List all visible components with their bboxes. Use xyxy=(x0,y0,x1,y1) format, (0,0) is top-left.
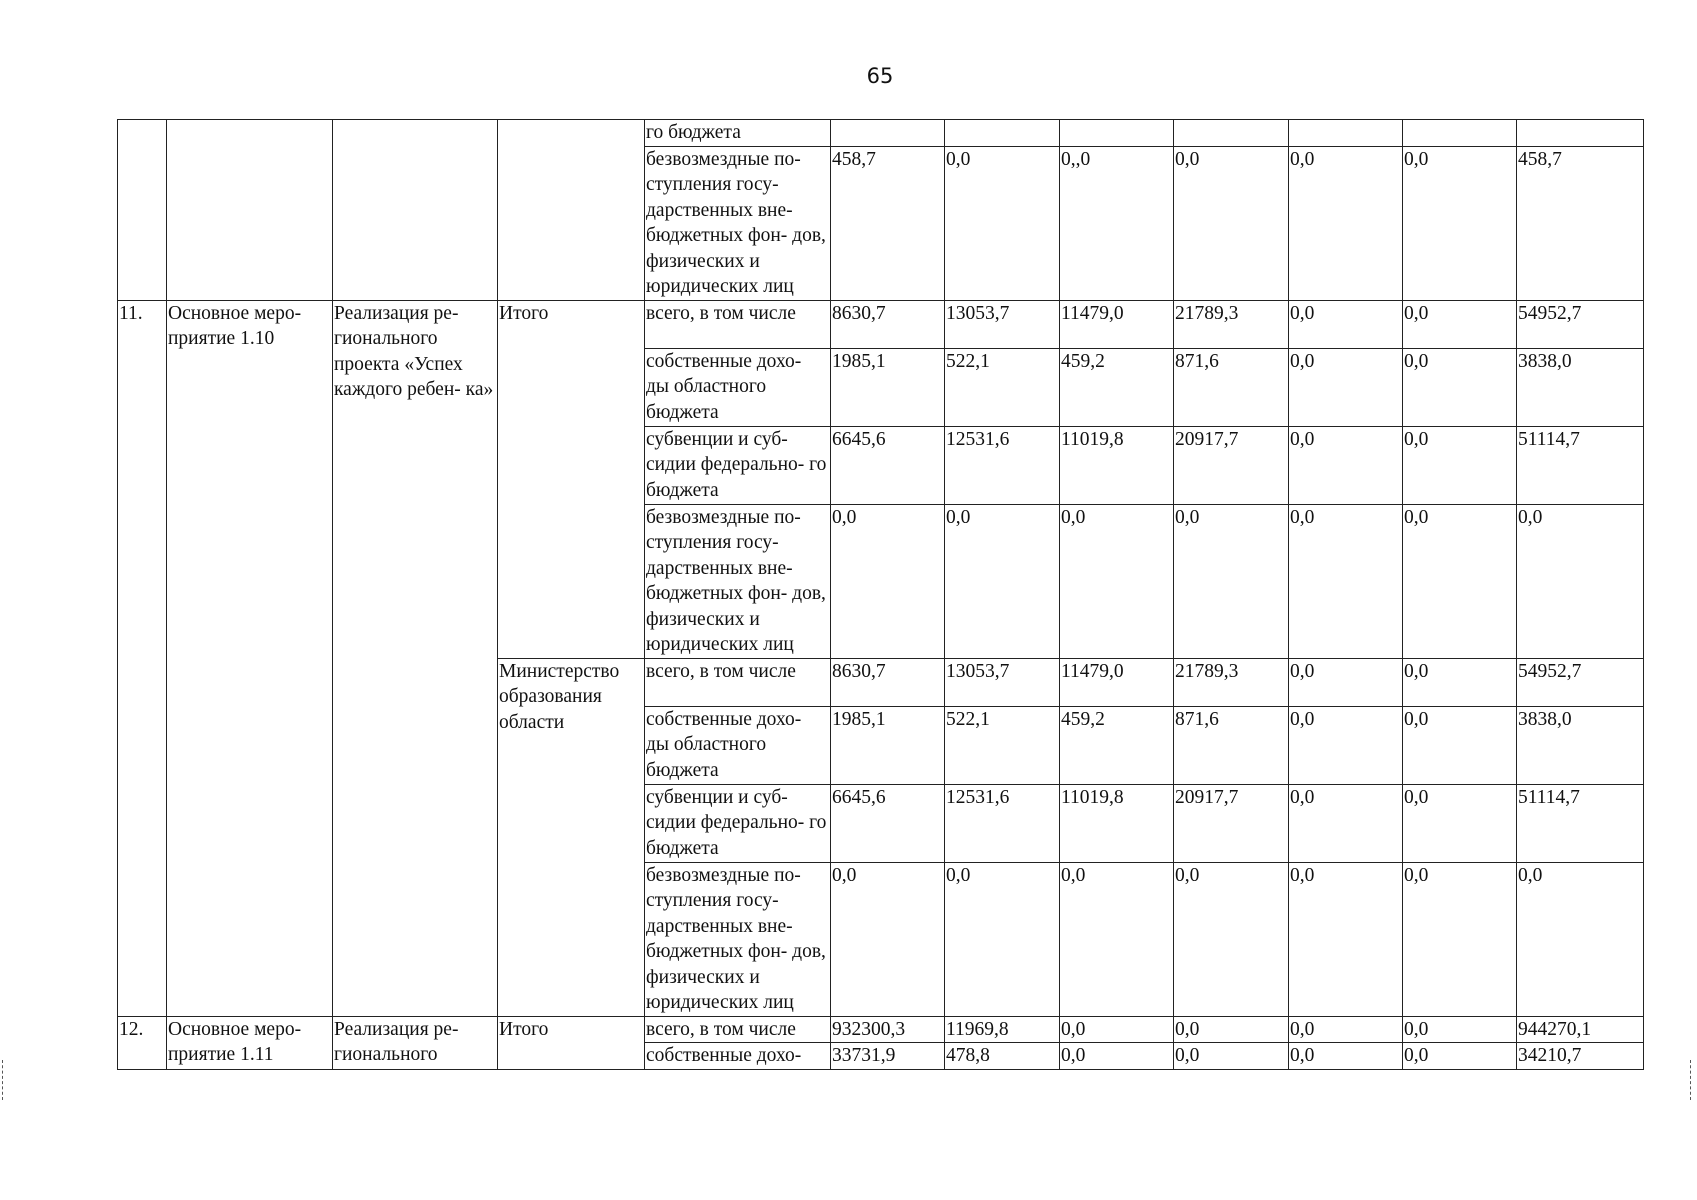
value-cell-col-2: 13053,7 xyxy=(945,300,1060,348)
value-cell-col-7 xyxy=(1517,120,1644,147)
value-cell-col-2: 13053,7 xyxy=(945,658,1060,706)
value-cell-col-1: 0,0 xyxy=(831,862,945,1016)
row-number-cell: 12. xyxy=(118,1016,167,1069)
value-cell-col-6 xyxy=(1403,120,1517,147)
funding-source-cell: всего, в том числе xyxy=(645,1016,831,1043)
value-cell-col-6: 0,0 xyxy=(1403,426,1517,504)
value-cell-col-4: 20917,7 xyxy=(1174,784,1289,862)
value-cell-col-1: 0,0 xyxy=(831,504,945,658)
value-cell-col-7: 0,0 xyxy=(1517,862,1644,1016)
funding-source-cell: всего, в том числе xyxy=(645,300,831,348)
value-cell-col-2 xyxy=(945,120,1060,147)
value-cell-col-2: 0,0 xyxy=(945,862,1060,1016)
value-cell-col-7: 0,0 xyxy=(1517,504,1644,658)
value-cell-col-7: 51114,7 xyxy=(1517,426,1644,504)
value-cell-col-4: 0,0 xyxy=(1174,504,1289,658)
value-cell-col-1 xyxy=(831,120,945,147)
value-cell-col-6: 0,0 xyxy=(1403,784,1517,862)
value-cell-col-1: 8630,7 xyxy=(831,300,945,348)
event-title-cell: Основное меро- приятие 1.10 xyxy=(167,300,333,1016)
value-cell-col-1: 8630,7 xyxy=(831,658,945,706)
funding-source-cell: субвенции и суб- сидии федерально- го бюджета xyxy=(645,784,831,862)
value-cell-col-5: 0,0 xyxy=(1289,504,1403,658)
value-cell-col-2: 522,1 xyxy=(945,706,1060,784)
value-cell-col-4: 21789,3 xyxy=(1174,658,1289,706)
scan-edge-mark-left xyxy=(2,1060,7,1100)
value-cell-col-3 xyxy=(1060,120,1174,147)
value-cell-col-3: 0,,0 xyxy=(1060,146,1174,300)
value-cell-col-4: 871,6 xyxy=(1174,348,1289,426)
page-number: 65 xyxy=(866,64,894,88)
value-cell-col-6: 0,0 xyxy=(1403,504,1517,658)
value-cell-col-3: 11019,8 xyxy=(1060,784,1174,862)
funding-source-cell: безвозмездные по- ступления госу- дарственных вне- бюджетных фон- дов, физических и юридических лиц xyxy=(645,862,831,1016)
funding-source-cell: го бюджета xyxy=(645,120,831,147)
event-title-cell: Основное меро- приятие 1.11 xyxy=(167,1016,333,1069)
value-cell-col-2: 0,0 xyxy=(945,504,1060,658)
value-cell-col-4: 21789,3 xyxy=(1174,300,1289,348)
value-cell-col-5: 0,0 xyxy=(1289,1043,1403,1070)
event-cell xyxy=(167,120,333,301)
value-cell-col-7: 54952,7 xyxy=(1517,658,1644,706)
value-cell-col-1: 6645,6 xyxy=(831,426,945,504)
value-cell-col-7: 944270,1 xyxy=(1517,1016,1644,1043)
value-cell-col-1: 458,7 xyxy=(831,146,945,300)
row-number-cell: 11. xyxy=(118,300,167,1016)
table-body xyxy=(118,120,1644,1070)
value-cell-col-5: 0,0 xyxy=(1289,348,1403,426)
value-cell-col-1: 33731,9 xyxy=(831,1043,945,1070)
value-cell-col-1: 6645,6 xyxy=(831,784,945,862)
value-cell-col-7: 34210,7 xyxy=(1517,1043,1644,1070)
value-cell-col-5: 0,0 xyxy=(1289,706,1403,784)
value-cell-col-4: 0,0 xyxy=(1174,1016,1289,1043)
value-cell-col-4: 0,0 xyxy=(1174,146,1289,300)
executor-cell xyxy=(498,120,645,301)
project-name-cell: Реализация ре- гионального xyxy=(333,1016,498,1069)
value-cell-col-5: 0,0 xyxy=(1289,658,1403,706)
value-cell-col-6: 0,0 xyxy=(1403,862,1517,1016)
value-cell-col-2: 0,0 xyxy=(945,146,1060,300)
value-cell-col-7: 3838,0 xyxy=(1517,348,1644,426)
funding-source-cell: всего, в том числе xyxy=(645,658,831,706)
value-cell-col-3: 11019,8 xyxy=(1060,426,1174,504)
value-cell-col-6: 0,0 xyxy=(1403,348,1517,426)
value-cell-col-5: 0,0 xyxy=(1289,146,1403,300)
value-cell-col-6: 0,0 xyxy=(1403,1016,1517,1043)
value-cell-col-4: 20917,7 xyxy=(1174,426,1289,504)
value-cell-col-1: 932300,3 xyxy=(831,1016,945,1043)
value-cell-col-6: 0,0 xyxy=(1403,146,1517,300)
value-cell-col-3: 0,0 xyxy=(1060,1043,1174,1070)
value-cell-col-6: 0,0 xyxy=(1403,300,1517,348)
value-cell-col-2: 478,8 xyxy=(945,1043,1060,1070)
value-cell-col-7: 54952,7 xyxy=(1517,300,1644,348)
value-cell-col-7: 3838,0 xyxy=(1517,706,1644,784)
scan-edge-mark-right xyxy=(1690,1060,1695,1100)
project-name-cell: Реализация ре- гионального проекта «Успех каждого ребен- ка» xyxy=(333,300,498,1016)
value-cell-col-6: 0,0 xyxy=(1403,706,1517,784)
executor-cell: Итого xyxy=(498,1016,645,1069)
value-cell-col-3: 11479,0 xyxy=(1060,300,1174,348)
value-cell-col-1: 1985,1 xyxy=(831,348,945,426)
value-cell-col-4: 871,6 xyxy=(1174,706,1289,784)
number-cell xyxy=(118,120,167,301)
value-cell-col-3: 11479,0 xyxy=(1060,658,1174,706)
funding-source-cell: безвозмездные по- ступления госу- дарственных вне- бюджетных фон- дов, физических и юридических лиц xyxy=(645,504,831,658)
value-cell-col-3: 0,0 xyxy=(1060,504,1174,658)
value-cell-col-2: 12531,6 xyxy=(945,784,1060,862)
value-cell-col-4 xyxy=(1174,120,1289,147)
table-row xyxy=(118,1016,1644,1043)
value-cell-col-4: 0,0 xyxy=(1174,862,1289,1016)
value-cell-col-5 xyxy=(1289,120,1403,147)
value-cell-col-5: 0,0 xyxy=(1289,426,1403,504)
value-cell-col-4: 0,0 xyxy=(1174,1043,1289,1070)
value-cell-col-5: 0,0 xyxy=(1289,862,1403,1016)
value-cell-col-5: 0,0 xyxy=(1289,1016,1403,1043)
funding-source-cell: безвозмездные по- ступления госу- дарственных вне- бюджетных фон- дов, физических и юридических лиц xyxy=(645,146,831,300)
value-cell-col-3: 459,2 xyxy=(1060,348,1174,426)
funding-source-cell: субвенции и суб- сидии федерально- го бюджета xyxy=(645,426,831,504)
value-cell-col-6: 0,0 xyxy=(1403,1043,1517,1070)
funding-source-cell: собственные дохо- xyxy=(645,1043,831,1070)
value-cell-col-5: 0,0 xyxy=(1289,300,1403,348)
value-cell-col-2: 11969,8 xyxy=(945,1016,1060,1043)
executor-cell: Итого xyxy=(498,300,645,658)
value-cell-col-3: 0,0 xyxy=(1060,862,1174,1016)
table-row xyxy=(118,300,1644,348)
executor-cell: Министерство образования области xyxy=(498,658,645,1016)
table-row xyxy=(118,120,1644,147)
value-cell-col-7: 458,7 xyxy=(1517,146,1644,300)
budget-table xyxy=(117,119,1644,1070)
value-cell-col-7: 51114,7 xyxy=(1517,784,1644,862)
value-cell-col-3: 459,2 xyxy=(1060,706,1174,784)
name-cell xyxy=(333,120,498,301)
funding-source-cell: собственные дохо- ды областного бюджета xyxy=(645,706,831,784)
funding-source-cell: собственные дохо- ды областного бюджета xyxy=(645,348,831,426)
value-cell-col-2: 522,1 xyxy=(945,348,1060,426)
value-cell-col-3: 0,0 xyxy=(1060,1016,1174,1043)
value-cell-col-6: 0,0 xyxy=(1403,658,1517,706)
value-cell-col-5: 0,0 xyxy=(1289,784,1403,862)
value-cell-col-1: 1985,1 xyxy=(831,706,945,784)
value-cell-col-2: 12531,6 xyxy=(945,426,1060,504)
